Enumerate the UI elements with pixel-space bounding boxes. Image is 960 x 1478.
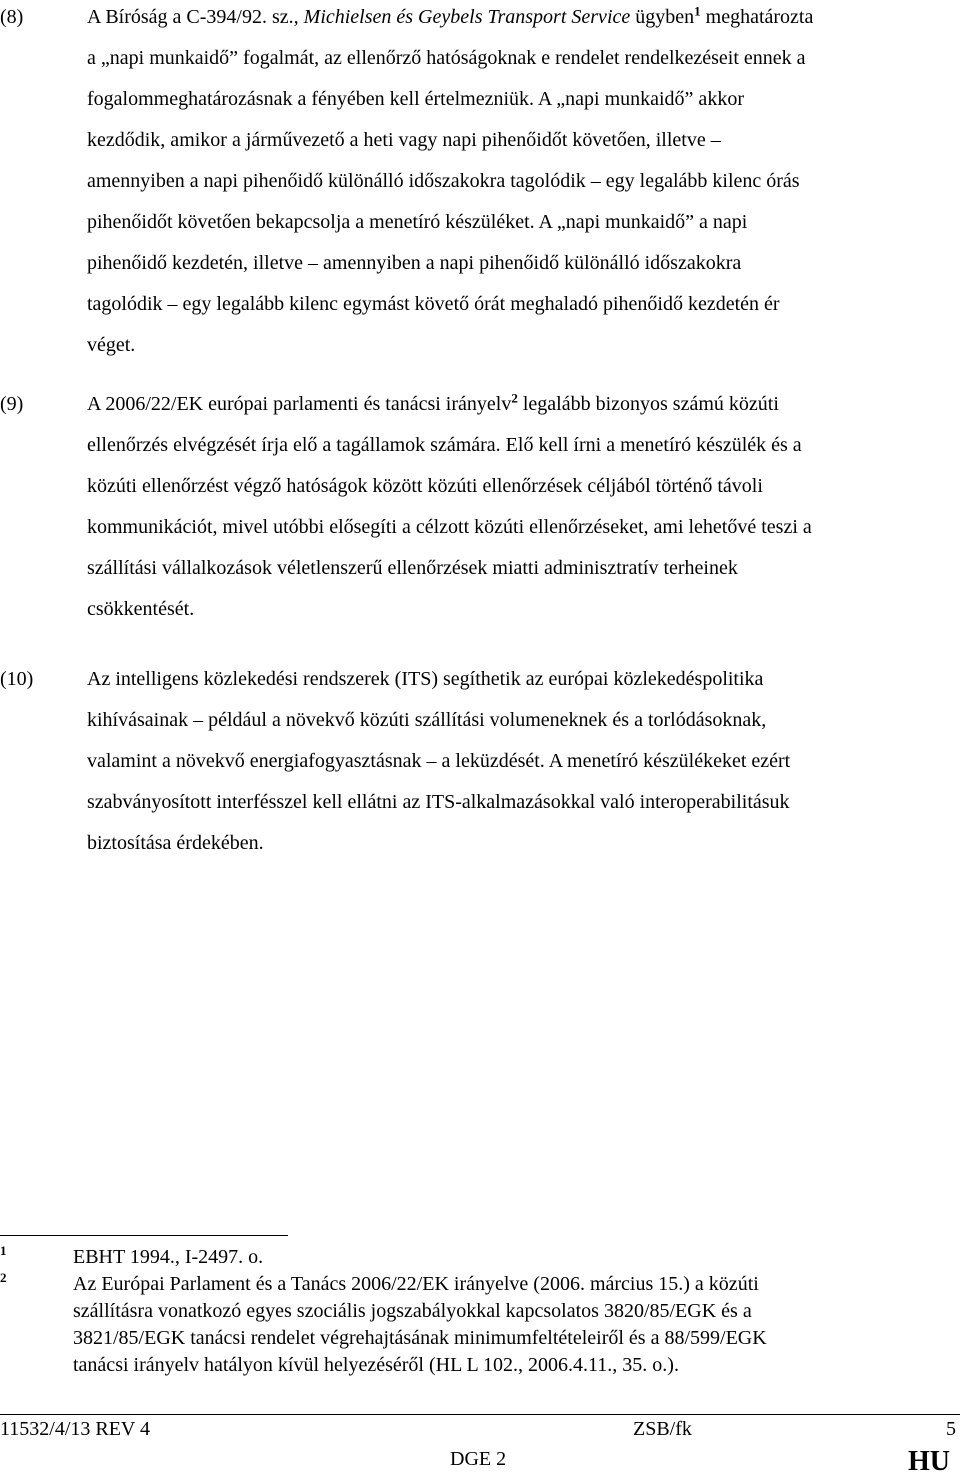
text-run: fogalommeghatározásnak a fényében kell értelmezniük. A „napi munkaidő” akkor: [87, 88, 744, 110]
paragraph-number: (9): [0, 393, 24, 415]
paragraph-number: (10): [0, 668, 34, 690]
paragraph-line: [87, 709, 766, 732]
footnote-line: szállításra vonatkozó egyes szociális jogszabályokkal kapcsolatos 3820/85/EGK és a: [73, 1300, 752, 1322]
text-run: amennyiben a napi pihenőidő különálló időszakokra tagolódik – egy legalább kilenc órás: [87, 170, 800, 192]
text-run: kezdődik, amikor a járművezető a heti vagy napi pihenőidőt követően, illetve –: [87, 129, 721, 151]
paragraph-line: [87, 88, 744, 111]
text-run: tagolódik – egy legalább kilenc egymást követő órát meghaladó pihenőidő kezdetén ér: [87, 293, 780, 315]
text-run: legalább bizonyos számú közúti: [517, 393, 779, 415]
text-run: véget.: [87, 334, 136, 356]
footnote-line: Az Európai Parlament és a Tanács 2006/22/EK irányelve (2006. március 15.) a közúti: [73, 1273, 759, 1295]
paragraph-line: [87, 170, 800, 193]
footer-doc-ref: 11532/4/13 REV 4: [0, 1418, 151, 1440]
paragraph-line: [87, 129, 721, 152]
footnote-line: tanácsi irányelv hatályon kívül helyezéséről (HL L 102., 2006.4.11., 35. o.).: [73, 1354, 679, 1376]
footer-dge: DGE 2: [450, 1448, 507, 1470]
text-run: valamint a növekvő energiafogyasztásnak – a leküzdését. A menetíró készülékeket ezért: [87, 750, 791, 772]
text-run: biztosítása érdekében.: [87, 832, 264, 854]
text-run: A Bíróság a C-394/92. sz.: [87, 6, 294, 28]
text-run: közúti ellenőrzést végző hatóságok között közúti ellenőrzések céljából történő távoli: [87, 475, 763, 497]
paragraph-line: [87, 791, 790, 814]
text-run: pihenőidőt követően bekapcsolja a menetíró készüléket. A „napi munkaidő” a napi: [87, 211, 748, 233]
footnote-mark: 2: [0, 1270, 7, 1285]
text-run: ügyben: [630, 6, 695, 28]
paragraph-number: (8): [0, 6, 24, 28]
text-run: szabványosított interfésszel kell ellátni az ITS-alkalmazásokkal való interoperabilitásuk: [87, 791, 790, 813]
footer-language: HU: [908, 1446, 950, 1477]
paragraph-line: [87, 47, 806, 70]
footer-rule: [0, 1414, 960, 1415]
footnote-reference: 2: [511, 390, 518, 406]
footer-page-number: 5: [946, 1418, 956, 1440]
paragraph-line: [87, 668, 763, 691]
paragraph-line: [87, 516, 812, 539]
paragraph-line: [87, 334, 135, 357]
footnote-reference: 1: [694, 3, 701, 19]
paragraph-line: [87, 475, 763, 498]
text-run: pihenőidő kezdetén, illetve – amennyiben a napi pihenőidő különálló időszakokra: [87, 252, 742, 274]
paragraph-line: [87, 211, 747, 234]
paragraph-line: [87, 3, 814, 29]
text-run: a „napi munkaidő” fogalmát, az ellenőrző hatóságoknak e rendelet rendelkezéseit ennek a: [87, 47, 806, 69]
paragraph-line: [87, 557, 738, 580]
footnote-separator: [0, 1235, 288, 1236]
text-run: ellenőrzés elvégzését írja elő a tagállamok számára. Elő kell írni a menetíró készülék és a: [87, 434, 802, 456]
footnote-mark: 1: [0, 1243, 7, 1258]
paragraph-line: [87, 832, 264, 855]
text-run: csökkentését.: [87, 598, 195, 620]
paragraph-line: [87, 390, 779, 416]
text-run: szállítási vállalkozások véletlenszerű ellenőrzések miatti adminisztratív terheinek: [87, 557, 738, 579]
text-run: meghatározta: [700, 6, 814, 28]
paragraph-line: [87, 750, 790, 773]
footer-author: ZSB/fk: [633, 1418, 692, 1440]
paragraph-line: [87, 598, 194, 621]
paragraph-line: [87, 252, 741, 275]
text-run: , Michielsen és Geybels Transport Service: [293, 6, 631, 28]
text-run: kihívásainak – például a növekvő közúti szállítási volumeneknek és a torlódásoknak,: [87, 709, 767, 731]
paragraph-line: [87, 293, 780, 316]
footnote-line: EBHT 1994., I-2497. o.: [73, 1246, 264, 1268]
text-run: A 2006/22/EK európai parlamenti és tanácsi irányelv: [87, 393, 512, 415]
text-run: Az intelligens közlekedési rendszerek (ITS) segíthetik az európai közlekedéspolitika: [87, 668, 764, 690]
footnote-line: 3821/85/EGK tanácsi rendelet végrehajtásának minimumfeltételeiről és a 88/599/EGK: [73, 1327, 767, 1349]
text-run: kommunikációt, mivel utóbbi elősegíti a célzott közúti ellenőrzéseket, ami lehetővé teszi a: [87, 516, 812, 538]
paragraph-line: [87, 434, 802, 457]
